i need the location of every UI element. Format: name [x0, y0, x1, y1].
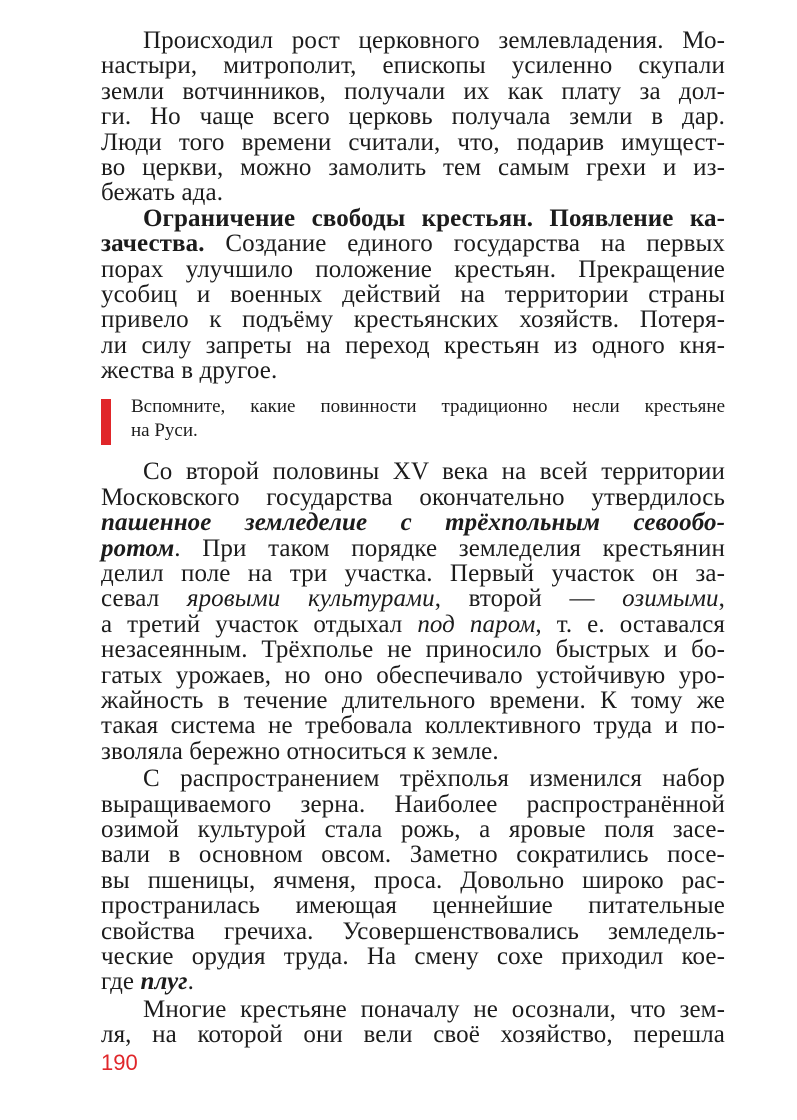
text-line: Московского государства окончательно утвердилось	[101, 483, 725, 511]
text-line: привело к подъёму крестьянских хозяйств. Потеря-	[101, 306, 725, 334]
key-term: ротом	[101, 534, 175, 562]
key-term: пашенное земледелие с трёхпольным севообо-	[101, 509, 725, 537]
text-line: земли вотчинников, получали их как плату за дол-	[101, 77, 725, 105]
text-line: Со второй половины XV века на всей территории	[143, 458, 725, 486]
page-number: 190	[101, 1050, 138, 1075]
text-line: порах улучшило положение крестьян. Прекращение	[101, 255, 725, 283]
note-line: на Руси.	[131, 420, 198, 442]
text-line: Многие крестьяне поначалу не осознали, что зем-	[143, 995, 725, 1023]
text-line: бежать ада.	[101, 179, 224, 207]
text-line: жайность в течение длительного времени. К тому же	[101, 686, 725, 714]
paragraph-grain	[101, 766, 725, 995]
paragraph-peasant-freedom	[101, 206, 725, 384]
recall-note	[101, 395, 725, 443]
text-run: .	[187, 968, 194, 996]
text-line	[101, 206, 725, 231]
text-line: незасеянным. Трёхполье не приносило быстрых и бо-	[101, 636, 725, 664]
text-line: гатых урожаев, но оно обеспечивало устойчивую уро-	[101, 661, 725, 689]
text-run: Создание единого государства на первых	[204, 230, 725, 258]
text-line	[101, 969, 725, 994]
text-line: ги. Но чаще всего церковь получала земли в дар.	[101, 103, 725, 131]
text-line	[101, 231, 725, 256]
note-marker-bar	[101, 399, 111, 445]
paragraph-land-transfer	[101, 997, 725, 1048]
text-line: выращиваемого зерна. Наиболее распространённой	[101, 790, 725, 818]
text-run: , т. е. оставался	[535, 610, 725, 638]
section-heading: Ограничение свободы крестьян. Появление ка-	[143, 204, 725, 232]
paragraph-three-field	[101, 459, 725, 764]
text-line: во церкви, можно замолить тем самым грехи и из-	[101, 153, 725, 181]
text-run: где	[101, 968, 141, 996]
text-line: вы пшеницы, ячменя, проса. Довольно широко рас-	[101, 866, 725, 894]
text-line: такая система не требовала коллективного труда и по-	[101, 712, 725, 740]
text-run: , второй —	[434, 585, 623, 613]
text-line: зволяла бережно относиться к земле.	[101, 737, 499, 765]
text-line: вали в основном овсом. Заметно сократились посе-	[101, 841, 725, 869]
paragraph-church-land	[101, 28, 725, 206]
text-line: С распространением трёхполья изменился набор	[143, 765, 725, 793]
text-line: усобиц и военных действий на территории страны	[101, 280, 725, 308]
section-heading-end: зачества.	[101, 230, 205, 258]
text-line: озимой культурой стала рожь, а яровые поля засе-	[101, 815, 725, 843]
text-run: а третий участок отдыхал	[101, 610, 418, 638]
text-line: ли силу запреты на переход крестьян из одного кня-	[101, 331, 725, 359]
italic-term: яровыми культурами	[186, 585, 435, 613]
text-line: Происходил рост церковного землевладения. Мо-	[143, 27, 725, 54]
text-line: Люди того времени считали, что, подарив имущест-	[101, 128, 725, 156]
italic-term: озимыми	[622, 585, 719, 613]
text-line: настыри, митрополит, епископы усиленно скупали	[101, 52, 725, 80]
text-line: свойства гречиха. Усовершенствовались земледель-	[101, 917, 725, 945]
page-body	[101, 28, 725, 1047]
text-line: жества в другое.	[101, 357, 278, 385]
text-line: ческие орудия труда. На смену сохе приходил кое-	[101, 942, 725, 970]
italic-term: под паром	[417, 610, 536, 638]
text-line: пространилась имеющая ценнейшие питательные	[101, 892, 725, 920]
text-run: . При таком порядке земледелия крестьянин	[174, 534, 725, 562]
text-run: севал	[101, 585, 187, 613]
key-term: плуг	[140, 968, 188, 996]
text-run: ,	[718, 585, 725, 613]
note-line: Вспомните, какие повинности традиционно несли крестьяне	[131, 396, 725, 418]
text-line	[101, 586, 725, 611]
text-line: ля, на которой они вели своё хозяйство, перешла	[101, 1021, 725, 1049]
text-line: делил поле на три участка. Первый участок он за-	[101, 560, 725, 588]
text-line	[101, 510, 725, 535]
text-line	[101, 612, 725, 637]
text-line	[101, 536, 725, 561]
